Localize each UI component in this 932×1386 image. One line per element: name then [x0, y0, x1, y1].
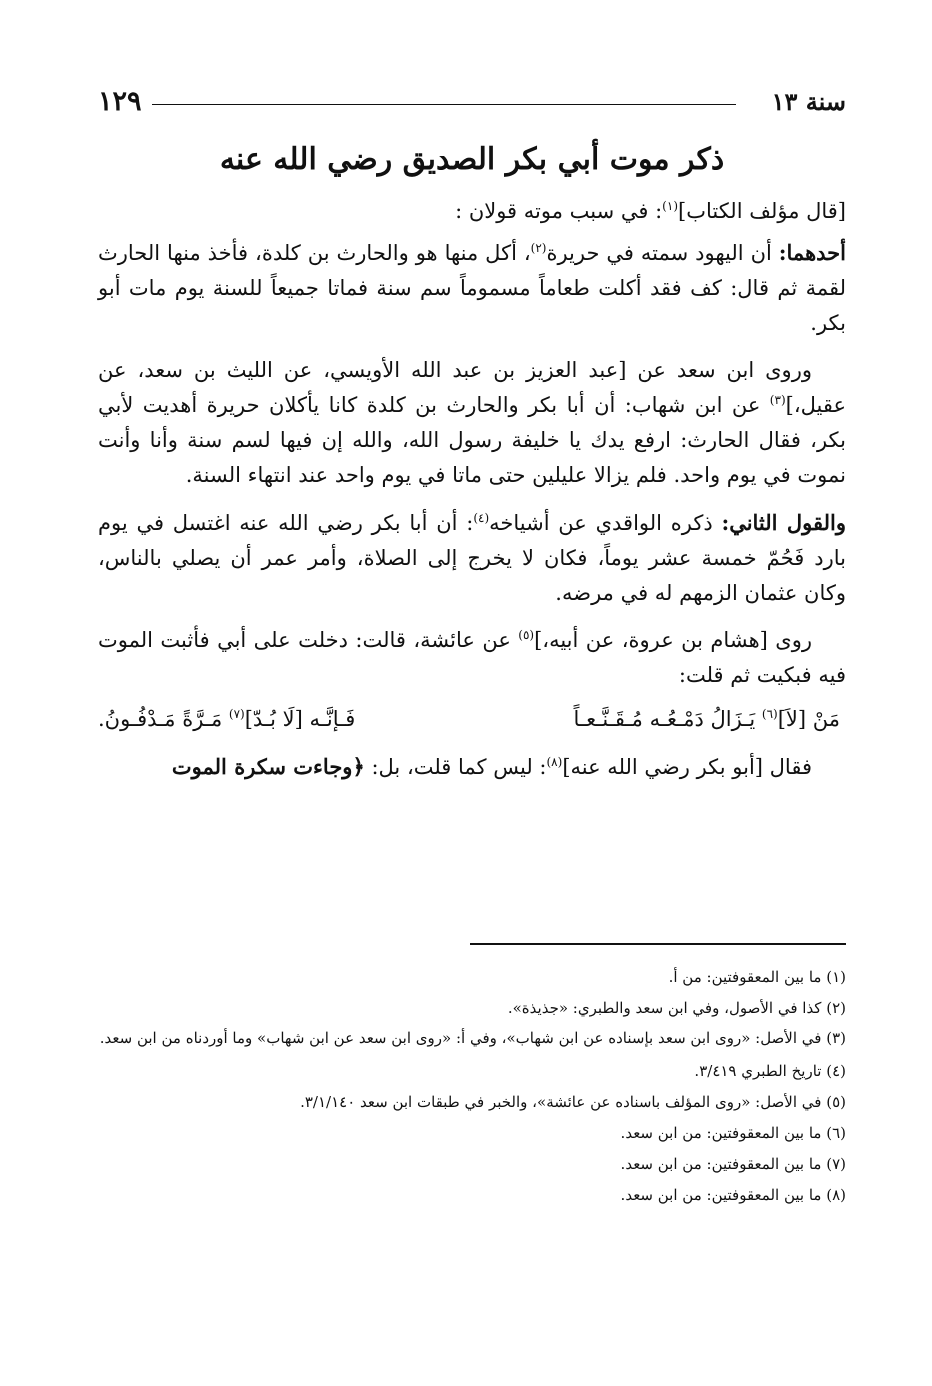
- main-text: [98, 194, 846, 797]
- paragraph-1-text-b: ، أكل منها هو والحارث بن كلدة، فأخذ منها الحارث لقمة ثم قال: كف فقد أكلت طعاماً مسموماً سم سنة فماتا جميعاً للسنة يوم مات أبو بكر.: [98, 241, 846, 335]
- paragraph-4-text-b: عن عائشة، قالت: دخلت على أبي فأثبت الموت فيه فبكيت ثم قلت:: [98, 628, 846, 687]
- header-rule: [152, 104, 736, 105]
- footnote-3: (٣) في الأصل: «روى ابن سعد بإسناده عن ابن شهاب»، وفي أ: «روى ابن سعد عن ابن شهاب» وما أوردناه من ابن سعد.: [99, 1029, 846, 1047]
- paragraph-1-text-a: أن اليهود سمته في حريرة: [546, 241, 779, 265]
- intro-text: [قال مؤلف الكتاب]: [678, 199, 846, 223]
- paragraph-3-text-b: : أن أبا بكر رضي الله عنه اغتسل في يوم بارد فَحُمّ خمسة عشر يوماً، فكان لا يخرج إلى الصلاة، وأمر عمر أن يصلي بالناس، وكان عثمان الزمهم له في مرضه.: [98, 511, 846, 605]
- paragraph-3-text-a: ذكره الواقدي عن أشياخه: [489, 511, 722, 535]
- verse-second-hemistich: [98, 699, 355, 739]
- verse-first-hemistich-b: يَـزَالُ دَمْـعُـه مُـقَـنَّـعـاً: [573, 707, 762, 731]
- paragraph-5: [98, 749, 846, 785]
- footnote-6: (٦) ما بين المعقوفتين: من ابن سعد.: [620, 1124, 846, 1142]
- verse-first-hemistich: [574, 699, 840, 739]
- paragraph-2-text-a: وروى ابن سعد عن [عبد العزيز بن عبد الله الأويسي، عن الليث بن سعد، عن عقيل،]: [98, 358, 846, 417]
- page-header: [98, 82, 846, 122]
- footnote-ref-7: (٧): [228, 707, 245, 721]
- paragraph-2: [98, 353, 846, 493]
- footnotes: [98, 962, 846, 1211]
- page-number: ١٢٩: [98, 86, 142, 117]
- footnote-7: (٧) ما بين المعقوفتين: من ابن سعد.: [620, 1155, 846, 1173]
- footnote-4: (٤) تاريخ الطبري ٣/٤١٩.: [694, 1062, 846, 1080]
- footnote-ref-8: (٨): [546, 755, 563, 769]
- footnote-ref-4: (٤): [473, 511, 490, 525]
- paragraph-1-lead: أحدهما:: [778, 240, 846, 265]
- footnote-1: (١) ما بين المعقوفتين: من أ.: [668, 968, 846, 986]
- footnote-8: (٨) ما بين المعقوفتين: من ابن سعد.: [620, 1186, 846, 1204]
- paragraph-4: [98, 623, 846, 693]
- footnote-2: (٢) كذا في الأصول، وفي ابن سعد والطبري: «جذيذة».: [507, 999, 846, 1017]
- paragraph-5-text-b: : ليس كما قلت، بل:: [364, 755, 547, 779]
- paragraph-1: [98, 235, 846, 341]
- footnote-5: (٥) في الأصل: «روى المؤلف باسناده عن عائشة»، والخبر في طبقات ابن سعد ٣/١/١٤٠.: [300, 1093, 846, 1111]
- footnote-rule: [470, 943, 846, 945]
- paragraph-5-text-a: فقال [أبو بكر رضي الله عنه]: [562, 755, 812, 779]
- paragraph-4-text-a: روى [هشام بن عروة، عن أبيه،]: [534, 628, 812, 652]
- verse-second-hemistich-b: مَـرَّةً مَـدْفُـونُ.: [98, 707, 229, 731]
- paragraph-2-text-b: عن ابن شهاب: أن أبا بكر والحارث بن كلدة كانا يأكلان حريرة أهديت لأبي بكر، فقال الحارث: ارفع يدك يا خليفة رسول الله، والله إن فيها لسم سنة وأنا وأنت نموت في يوم واحد. فلم يزالا عليلين حتى ماتا في يوم واحد عند انتهاء السنة.: [98, 393, 846, 487]
- footnote-ref-2: (٢): [530, 241, 547, 255]
- footnote-ref-6: (٦): [761, 707, 778, 721]
- section-title: ذكر موت أبي بكر الصديق رضي الله عنه: [219, 142, 725, 177]
- verse-first-hemistich-a: مَنْ [لاَ]: [777, 707, 840, 731]
- running-head: سنة ١٣: [771, 87, 846, 116]
- footnote-ref-3: (٣): [769, 393, 786, 407]
- footnote-ref-5: (٥): [518, 628, 535, 642]
- paragraph-3: [98, 505, 846, 611]
- quran-quote: ﴿وجاءت سكرة الموت: [171, 754, 365, 779]
- intro-rest: : في سبب موته قولان :: [455, 199, 663, 223]
- paragraph-3-lead: والقول الثاني:: [721, 510, 846, 535]
- poetry-verse: [98, 699, 846, 739]
- intro-line: [98, 194, 846, 229]
- verse-second-hemistich-a: فَـإنَّـه [لَا بُـدّ]: [244, 707, 356, 731]
- footnote-ref-1: (١): [662, 199, 678, 213]
